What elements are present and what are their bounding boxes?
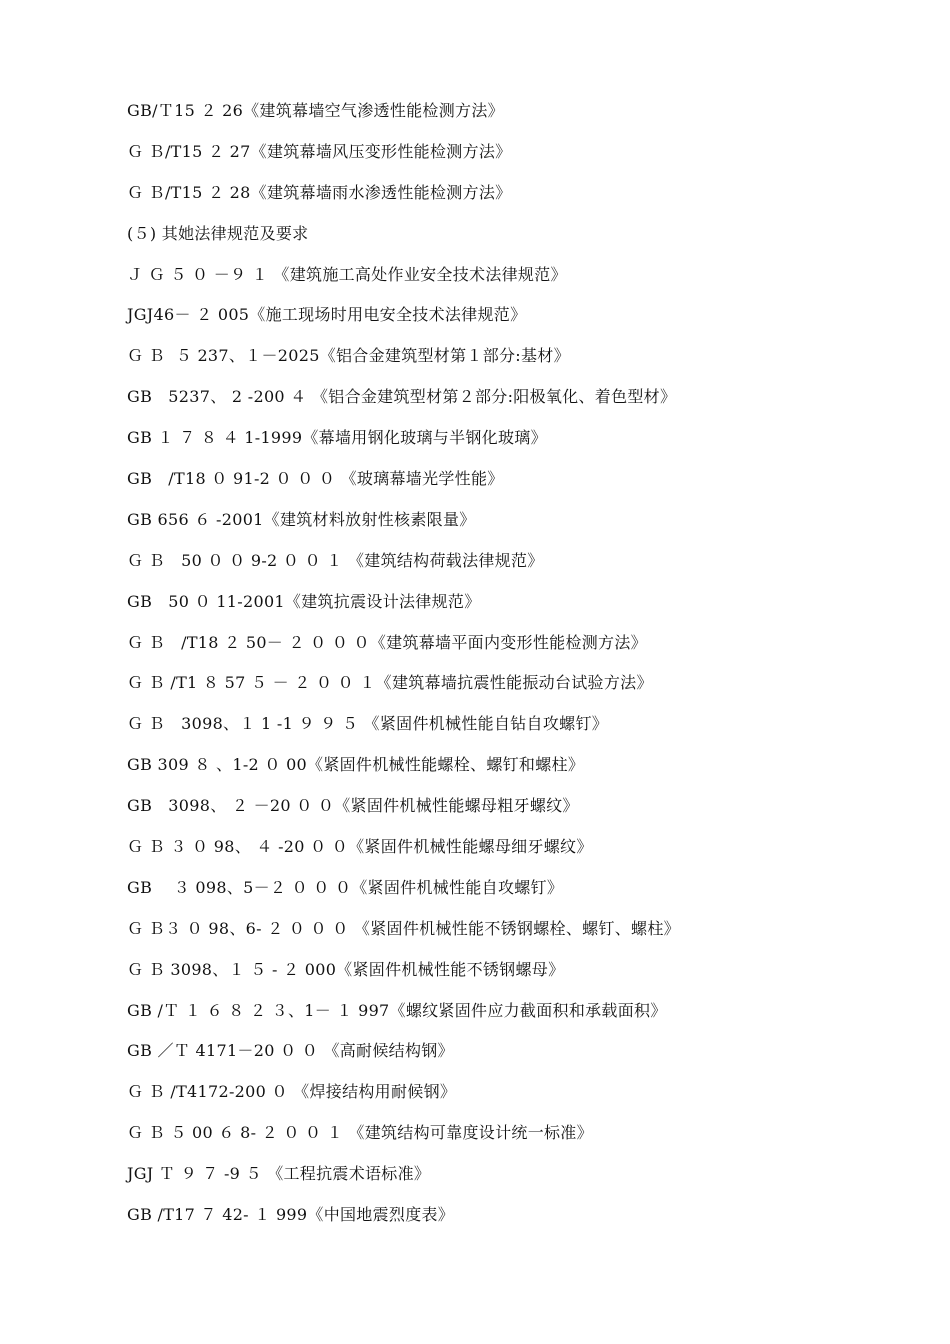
standards-list [127,97,887,1242]
standard-line: Ｇ Ｂ ５ 237、１－2025《铝合金建筑型材第１部分:基材》 [127,346,570,366]
standard-line: GB 309 ８ 、1-2 ０ 00《紧固件机械性能螺栓、螺钉和螺柱》 [127,755,585,775]
standard-line: Ｊ Ｇ ５ ０ －９ １ 《建筑施工高处作业安全技术法律规范》 [127,264,567,284]
standard-line: GB /T17 ７ 42- １ 999《中国地震烈度表》 [127,1205,455,1225]
standard-line: Ｇ Ｂ ３ ０ 98、 ４ -20 ０ ０《紧固件机械性能螺母细牙螺纹》 [127,837,593,857]
standard-line: Ｇ Ｂ 3098、１ ５ - ２ 000《紧固件机械性能不锈钢螺母》 [127,959,565,979]
standard-line: Ｇ Ｂ /T18 ２ 50－ ２ ０ ０ ０《建筑幕墙平面内变形性能检测方法》 [127,632,647,652]
standard-line: GB 3098、 ２ －20 ０ ０《紧固件机械性能螺母粗牙螺纹》 [127,796,579,816]
standard-line: Ｇ Ｂ 50 ０ ０ 9-2 ０ ０ １ 《建筑结构荷载法律规范》 [127,550,544,570]
standard-line: GB/Ｔ15 ２ 26《建筑幕墙空气渗透性能检测方法》 [127,101,504,120]
standard-line: Ｇ Ｂ /T4172-200 ０ 《焊接结构用耐候钢》 [127,1082,457,1102]
standard-line: GB /Ｔ １ ６ ８ ２ ３、1－ １ 997《螺纹紧固件应力截面积和承载面积》 [127,1000,667,1020]
standard-line: Ｇ Ｂ/T15 ２ 27《建筑幕墙风压变形性能检测方法》 [127,141,512,161]
standard-line: Ｇ Ｂ /T1 ８ 57 ５ － ２ ０ ０ １《建筑幕墙抗震性能振动台试验方法》 [127,673,653,693]
standard-line: GB ／Ｔ 4171－20 ０ ０ 《高耐候结构钢》 [127,1041,454,1061]
standard-line: JGJ46－ ２ 005《施工现场时用电安全技术法律规范》 [127,305,527,325]
standard-line: GB /T18 ０ 91-2 ０ ０ ０ 《玻璃幕墙光学性能》 [127,469,504,489]
standard-line: GB 50 ０ 11-2001《建筑抗震设计法律规范》 [127,591,481,611]
standard-line: JGJ Ｔ ９ ７ -9 ５ 《工程抗震术语标准》 [127,1164,431,1184]
standard-line: GB 656 ６ -2001《建筑材料放射性核素限量》 [127,509,476,529]
standard-line: Ｇ Ｂ/T15 ２ 28《建筑幕墙雨水渗透性能检测方法》 [127,182,512,202]
standard-line: Ｇ Ｂ ５ 00 ６ 8- ２ ０ ０ １ 《建筑结构可靠度设计统一标准》 [127,1123,593,1143]
standard-line: GB ３ 098、5－２ ０ ０ ０《紧固件机械性能自攻螺钉》 [127,877,564,897]
section-heading: (５) 其她法律规范及要求 [127,223,309,243]
standard-line: GB 5237、 2 -200 ４ 《铝合金建筑型材第２部分:阳极氧化、着色型材》 [127,387,677,407]
standard-line: Ｇ Ｂ 3098、１ 1 -1 ９ ９ ５ 《紧固件机械性能自钻自攻螺钉》 [127,714,609,734]
standard-line: GB １ ７ ８ ４ 1-1999《幕墙用钢化玻璃与半钢化玻璃》 [127,428,547,448]
standard-line: Ｇ Ｂ３ ０ 98、6- ２ ０ ０ ０ 《紧固件机械性能不锈钢螺栓、螺钉、螺柱》 [127,918,680,938]
